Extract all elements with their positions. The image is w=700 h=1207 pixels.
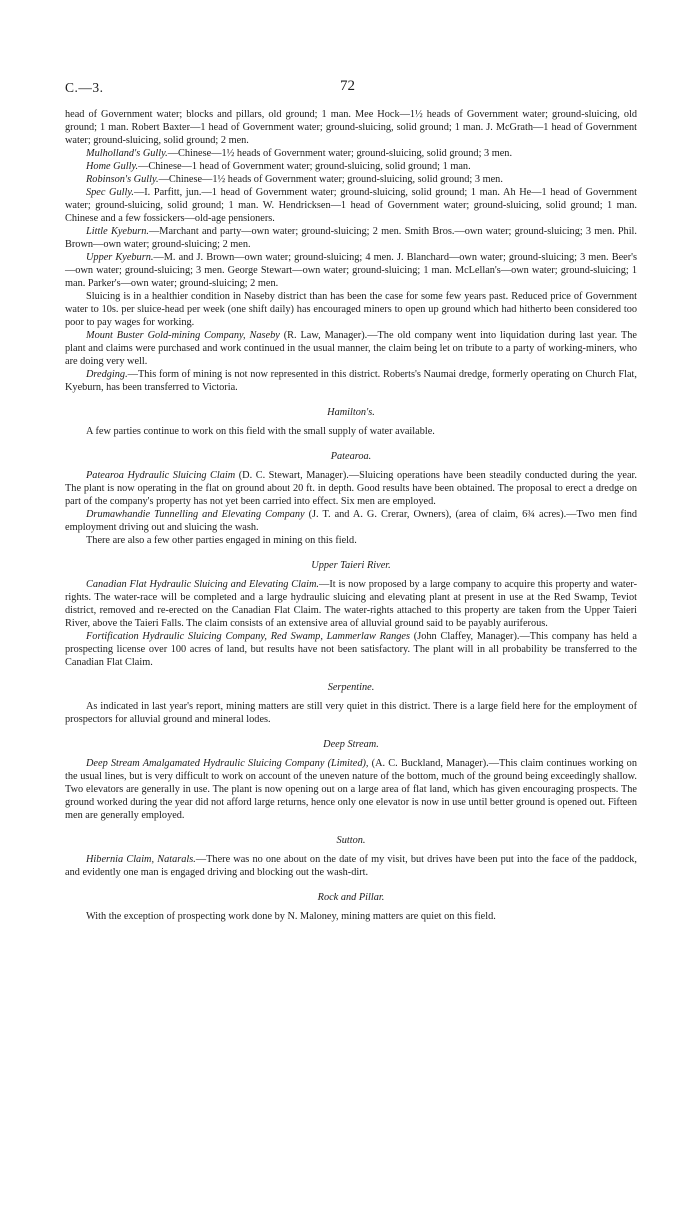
- district-sections: [65, 406, 637, 923]
- report-reference: C.—3.: [65, 80, 104, 95]
- paragraph-text: (John Claffey, Manager).—This company has held a prospecting license over 100 acres of land, but results have not been satisfactory. The plant will in all probability be transferred to the Canadian Flat Claim.: [65, 631, 637, 668]
- paragraph: [65, 173, 637, 186]
- paragraph: [65, 469, 637, 508]
- paragraph-text: Sluicing is in a healthier condition in Naseby district than has been the case for some few years past. Reduced price of Government water to 10s. per sluice-head per week (one shift daily) has encouraged miners to open up ground which had hitherto been considered too poor to pay wages for working.: [65, 291, 637, 328]
- paragraph-text: —I. Parfitt, jun.—1 head of Government water; ground-sluicing, solid ground; 1 man. Ah He—1 head of Government water; ground-sluicing, solid ground; 1 man. W. Hendricksen—1 head of Government water; ground-sluicing, solid ground; 1 man. Chinese and a few fossickers—old-age pensioners.: [65, 187, 637, 224]
- paragraph-text: —Chinese—1 head of Government water; ground-sluicing, solid ground; 1 man.: [138, 161, 471, 172]
- claim-name: Upper Kyeburn.: [86, 252, 154, 263]
- claim-name: Mount Buster Gold-mining Company, Naseby: [86, 330, 280, 341]
- claim-name: Spec Gully.: [86, 187, 134, 198]
- section-heading: Patearoa.: [330, 451, 372, 462]
- paragraph: [65, 425, 637, 438]
- paragraph-text: —M. and J. Brown—own water; ground-sluicing; 4 men. J. Blanchard—own water; ground-sluicing; 3 men. Beer's—own water; ground-sluicing; 3 men. George Stewart—own water; ground-sluicing; 1 man. McLellan's—own water; ground-sluicing; 1 man. Parker's—own water; ground-sluicing; 2 men.: [65, 252, 638, 289]
- report-body: [65, 108, 637, 923]
- paragraph-text: (A. C. Buckland, Manager).—This claim continues working on the usual lines, but is very difficult to work on account of the uneven nature of the bottom, much of the ground being exceedingly shallow. Two elevators are generally in use. The plant is now opening out on a large area of flat land, which has given encouraging prospects. The ground worked during the year did not afford large returns, hence only one elevator is now in use until better ground is opened out. Fifteen men are generally employed.: [65, 758, 637, 821]
- paragraph: [65, 329, 637, 368]
- paragraph-text: With the exception of prospecting work done by N. Maloney, mining matters are quiet on this field.: [86, 911, 496, 922]
- paragraph: [65, 147, 637, 160]
- section-heading: Upper Taieri River.: [311, 560, 391, 571]
- paragraph-text: —This form of mining is not now represented in this district. Roberts's Naumai dredge, formerly operating on Church Flat, Kyeburn, has been transferred to Victoria.: [65, 369, 637, 393]
- paragraph-text: A few parties continue to work on this field with the small supply of water available.: [86, 426, 435, 437]
- paragraph-text: —Chinese—1½ heads of Government water; ground-sluicing, solid ground; 3 men.: [158, 174, 503, 185]
- section-heading: Serpentine.: [327, 682, 375, 693]
- claim-name: Little Kyeburn.: [86, 226, 149, 237]
- paragraph: [65, 853, 637, 879]
- claim-name: Home Gully.: [86, 161, 139, 172]
- paragraph: [65, 757, 637, 822]
- claim-name: Drumawhandie Tunnelling and Elevating Company: [86, 509, 305, 520]
- paragraph-text: (J. T. and A. G. Crerar, Owners), (area of claim, 6¾ acres).—Two men find employment driving out and sluicing the wash.: [65, 509, 638, 533]
- claim-name: Patearoa Hydraulic Sluicing Claim: [86, 470, 236, 481]
- paragraph: [65, 251, 637, 290]
- paragraph-text: —Chinese—1½ heads of Government water; ground-sluicing, solid ground; 3 men.: [167, 148, 513, 159]
- paragraph: [65, 910, 637, 923]
- claim-name: Fortification Hydraulic Sluicing Company, Red Swamp, Lammerlaw Ranges: [86, 631, 410, 642]
- claim-name: Mulholland's Gully.: [86, 148, 168, 159]
- section-heading: Deep Stream.: [323, 739, 379, 750]
- paragraph-text: There are also a few other parties engaged in mining on this field.: [86, 535, 357, 546]
- claim-name: Robinson's Gully.: [86, 174, 159, 185]
- paragraph: [65, 534, 637, 547]
- section-heading: Hamilton's.: [327, 407, 375, 418]
- paragraph: [65, 630, 637, 669]
- paragraph: [65, 508, 637, 534]
- paragraph: [65, 108, 637, 147]
- paragraph-text: (D. C. Stewart, Manager).—Sluicing operations have been steadily conducted during the year. The plant is now operating in the flat on ground about 20 ft. in depth. Good results have been obtained. The proposal to erect a dredge on part of the company's property has not yet been carried into effect. Six men are employed.: [65, 470, 637, 507]
- section-heading: Sutton.: [336, 835, 366, 846]
- paragraph-text: —Marchant and party—own water; ground-sluicing; 2 men. Smith Bros.—own water; ground-sluicing; 3 men. Phil. Brown—own water; ground-sluicing; 2 men.: [65, 226, 637, 250]
- paragraph: [65, 160, 637, 173]
- naseby-entries: [65, 108, 637, 394]
- paragraph-text: —It is now proposed by a large company to acquire this property and water-rights. The water-race will be completed and a large hydraulic sluicing and elevating plant at present in use at the Red Swamp, Teviot district, removed and re-erected on the Canadian Flat Claim. The water-rights attached to this property are taken from the Upper Taieri River, above the Taieri Falls. The claim consists of an extensive area of alluvial ground said to be payably auriferous.: [65, 579, 637, 629]
- paragraph: [65, 225, 637, 251]
- claim-name: Hibernia Claim, Natarals.: [86, 854, 196, 865]
- section-heading: Rock and Pillar.: [317, 892, 385, 903]
- paragraph: [65, 700, 637, 726]
- paragraph: [65, 186, 637, 225]
- paragraph: [65, 578, 637, 630]
- paragraph-text: —There was no one about on the date of my visit, but drives have been put into the face of the paddock, and evidently one man is engaged driving and blocking out the wash-dirt.: [65, 854, 637, 878]
- paragraph-text: As indicated in last year's report, mining matters are still very quiet in this district. There is a large field here for the employment of prospectors for alluvial ground and mineral lodes.: [65, 701, 637, 725]
- claim-name: Canadian Flat Hydraulic Sluicing and Elevating Claim.: [86, 579, 320, 590]
- page-number: 72: [340, 78, 355, 94]
- paragraph: [65, 368, 637, 394]
- claim-name: Dredging.: [86, 369, 128, 380]
- claim-name: Deep Stream Amalgamated Hydraulic Sluicing Company (Limited),: [86, 758, 369, 769]
- paragraph: [65, 290, 637, 329]
- paragraph-text: (R. Law, Manager).—The old company went into liquidation during last year. The plant and claims were purchased and work continued in the usual manner, the claim being let on tribute to a party of working-miners, who are doing very well.: [65, 330, 637, 367]
- paragraph-text: head of Government water; blocks and pillars, old ground; 1 man. Mee Hock—1½ heads of Government water; ground-sluicing, old ground; 1 man. Robert Baxter—1 head of Government water; ground-sluicing, solid ground; 1 man. J. McGrath—1 head of Government water; ground-sluicing, solid ground; 2 men.: [65, 109, 637, 146]
